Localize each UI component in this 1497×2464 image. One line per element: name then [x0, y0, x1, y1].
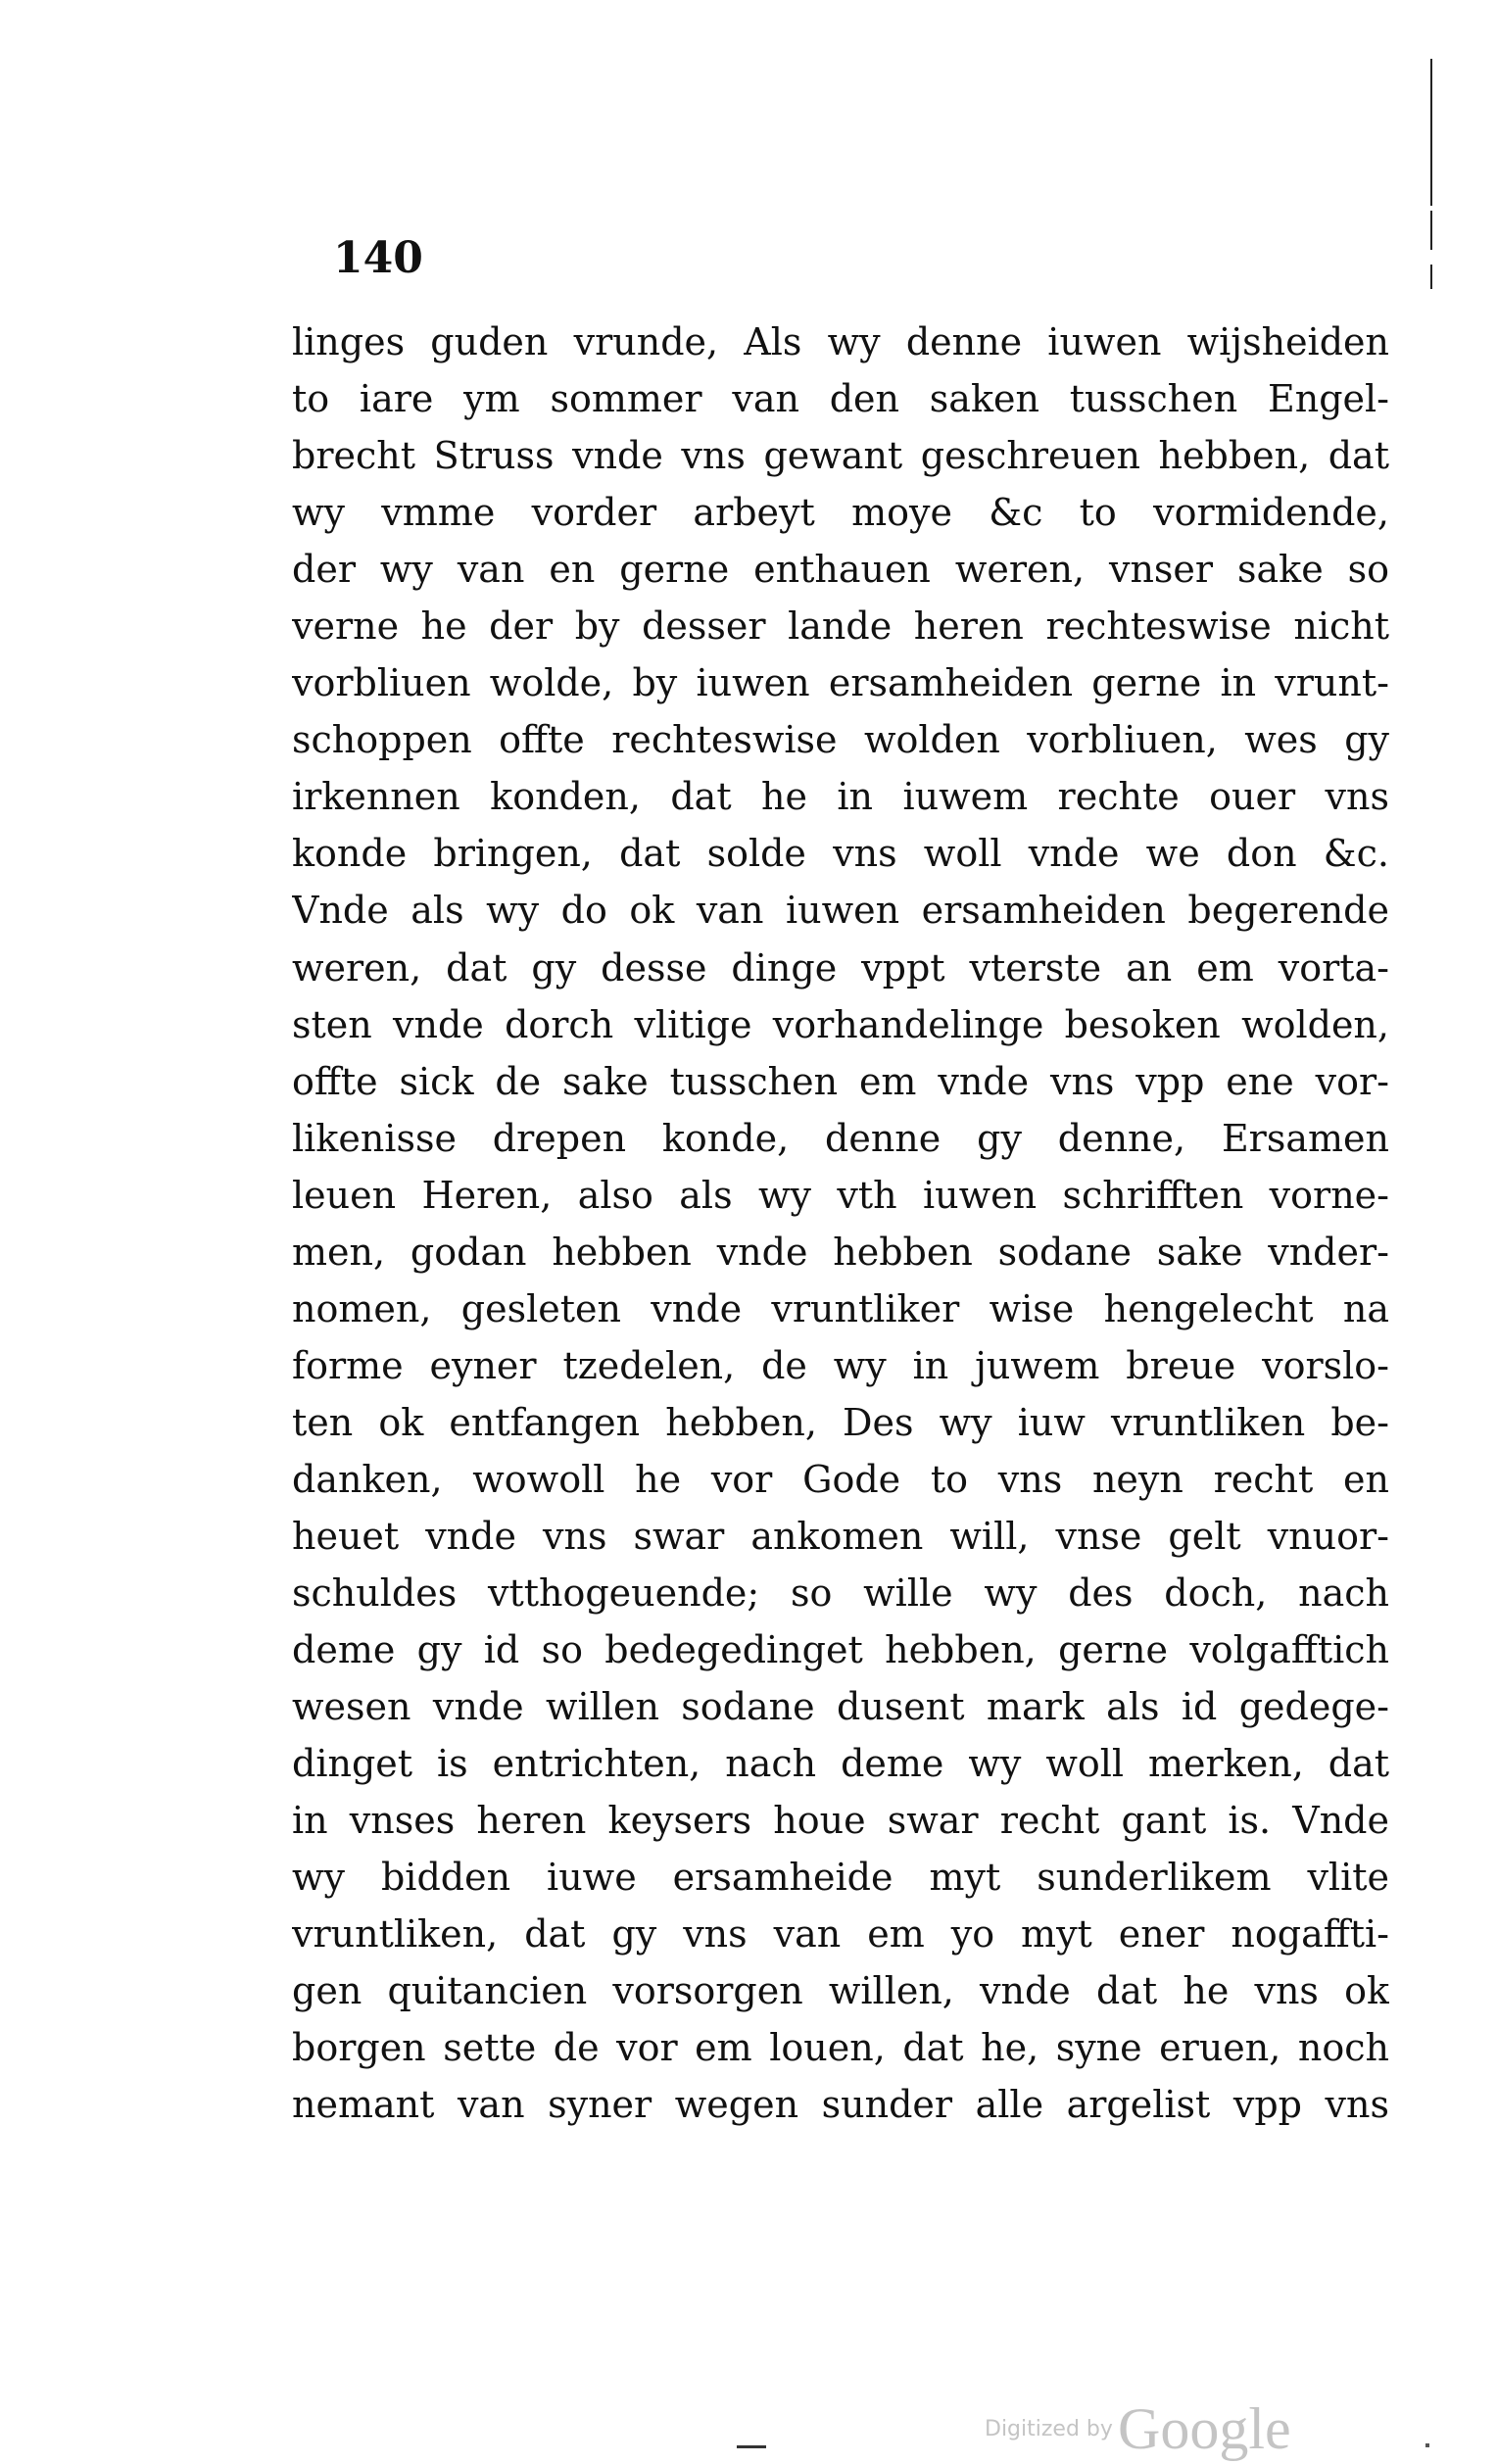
body-text	[292, 314, 1389, 2134]
text-line: wy bidden iuwe ersamheide myt sunderlikem vlite	[292, 1856, 1389, 1900]
margin-rule	[1430, 147, 1432, 206]
watermark-prefix: Digitized by	[985, 2417, 1113, 2441]
text-line: vorbliuen wolde, by iuwen ersamheiden gerne in vrunt-	[292, 661, 1389, 705]
text-line: offte sick de sake tusschen em vnde vns vpp ene vor-	[292, 1059, 1389, 1103]
text-line: der wy van en gerne enthauen weren, vnser sake so	[292, 548, 1389, 592]
scan-mark	[737, 2445, 766, 2448]
text-line: brecht Struss vnde vns gewant geschreuen hebben, dat	[292, 434, 1389, 478]
text-line: danken, wowoll he vor Gode to vns neyn recht en	[292, 1457, 1389, 1501]
text-line: men, godan hebben vnde hebben sodane sake vnder-	[292, 1230, 1389, 1274]
text-line: sten vnde dorch vlitige vorhandelinge besoken wolden,	[292, 1002, 1389, 1046]
scan-mark	[1425, 2443, 1429, 2447]
text-line: heuet vnde vns swar ankomen will, vnse gelt vnuor-	[292, 1514, 1389, 1558]
text-line: gen quitancien vorsorgen willen, vnde dat he vns ok	[292, 1969, 1389, 2013]
text-line: vruntliken, dat gy vns van em yo myt ener nogaffti-	[292, 1912, 1389, 1957]
text-line: linges guden vrunde, Als wy denne iuwen wijsheiden	[292, 320, 1389, 363]
text-line: irkennen konden, dat he in iuwem rechte ouer vns	[292, 775, 1389, 819]
margin-rule	[1430, 211, 1432, 250]
text-line: forme eyner tzedelen, de wy in juwem breue vorslo-	[292, 1343, 1389, 1387]
text-line: wy vmme vorder arbeyt moye &c to vormidende,	[292, 491, 1389, 535]
page-number: 140	[333, 233, 423, 283]
text-line: schuldes vtthogeuende; so wille wy des doch, nach	[292, 1571, 1389, 1616]
text-line: likenisse drepen konde, denne gy denne, Ersamen	[292, 1116, 1389, 1160]
text-line: wesen vnde willen sodane dusent mark als id gedege-	[292, 1685, 1389, 1729]
text-line: schoppen offte rechteswise wolden vorbliuen, wes gy	[292, 718, 1389, 762]
text-line: Vnde als wy do ok van iuwen ersamheiden begerende	[292, 889, 1389, 933]
margin-rule	[1430, 265, 1432, 289]
text-line: in vnses heren keysers houe swar recht gant is. Vnde	[292, 1799, 1389, 1843]
digitized-by-google-watermark	[985, 2395, 1291, 2463]
text-line: konde bringen, dat solde vns woll vnde we don &c.	[292, 832, 1389, 876]
text-line: dinget is entrichten, nach deme wy woll merken, dat	[292, 1742, 1389, 1786]
text-line: nemant van syner wegen sunder alle argelist vpp vns	[292, 2083, 1389, 2127]
text-line: deme gy id so bedegedinget hebben, gerne volgafftich	[292, 1628, 1389, 1672]
text-line: borgen sette de vor em louen, dat he, syne eruen, noch	[292, 2026, 1389, 2070]
text-line: verne he der by desser lande heren rechteswise nicht	[292, 604, 1389, 649]
text-line: nomen, gesleten vnde vruntliker wise hengelecht na	[292, 1286, 1389, 1330]
text-line: leuen Heren, also als wy vth iuwen schrifften vorne-	[292, 1173, 1389, 1217]
text-line: to iare ym sommer van den saken tusschen Engel-	[292, 377, 1389, 421]
text-line: weren, dat gy desse dinge vppt vterste an em vorta-	[292, 945, 1389, 990]
text-line: ten ok entfangen hebben, Des wy iuw vruntliken be-	[292, 1400, 1389, 1444]
google-logo: Google	[1118, 2396, 1291, 2461]
